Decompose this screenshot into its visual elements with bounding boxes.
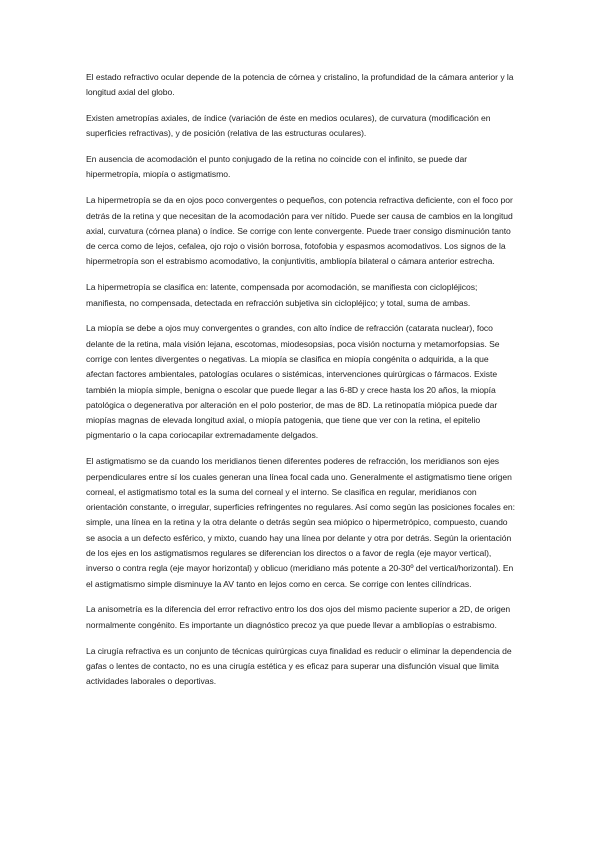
paragraph-hyperopia-classification: La hipermetropía se clasifica en: latente, compensada por acomodación, se manifiesta con ciclopléjicos; manifiesta, no compensada, detectada en refracción subjetiva sin ciclopléjico; y total, suma de ambas. — [86, 282, 478, 308]
paragraph-anisometropia: La anisometría es la diferencia del error refractivo entro los dos ojos del mismo paciente superior a 2D, de origen normalmente congénito. Es importante un diagnóstico precoz ya que puede llevar a ambliopías o estrabismo. — [86, 604, 511, 630]
paragraph-hyperopia: La hipermetropía se da en ojos poco convergentes o pequeños, con potencia refractiva deficiente, con el foco por detrás de la retina y que necesitan de la acomodación para ver nítido. Puede ser causa de cambios en la longitud axial, curvatura (córnea plana) o índice. Se corrige con lente convergente. Puede traer consigo disminución tanto de cerca como de lejos, cefalea, ojo rojo o visión borrosa, fotofobia y espasmos acomodativos. Los signos de la hipermetropía son el estrabismo acomodativo, la conjuntivitis, ambliopía bilateral o cámara anterior estrecha. — [86, 195, 513, 267]
document-body — [86, 70, 516, 700]
paragraph-myopia: La miopía se debe a ojos muy convergentes o grandes, con alto índice de refracción (catarata nuclear), foco delante de la retina, mala visión lejana, escotomas, miodesopsias, poca visión nocturna y metamorfopsias. Se corrige con lentes divergentes o negativas. La miopía se clasifica en miopía congénita o adquirida, a la que afectan factores ambientales, patologías oculares o sistémicas, intervenciones quirúrgicas o fármacos. Existe también la miopía simple, benigna o escolar que puede llegar a las 6-8D y crece hasta los 20 años, la miopía patológica o degenerativa por alteración en el polo posterior, de mas de 8D. La retinopatía miópica puede dar miopías magnas de elevada longitud axial, o miopía patogenia, que tiene que ver con la retina, el epitelio pigmentario o la capa coriocapilar extremadamente delgados. — [86, 323, 500, 441]
paragraph-refractive-state: El estado refractivo ocular depende de la potencia de córnea y cristalino, la profundidad de la cámara anterior y la longitud axial del globo. — [86, 72, 514, 98]
paragraph-refractive-surgery: La cirugía refractiva es un conjunto de técnicas quirúrgicas cuya finalidad es reducir o eliminar la dependencia de gafas o lentes de contacto, no es una cirugía estética y es eficaz para superar una disfunción visual que limita actividades laborales o deportivas. — [86, 645, 512, 687]
paragraph-accommodation: En ausencia de acomodación el punto conjugado de la retina no coincide con el infinito, se puede dar hipermetropía, miopía o astigmatismo. — [86, 154, 468, 180]
paragraph-ametropia-types: Existen ametropías axiales, de índice (variación de éste en medios oculares), de curvatura (modificación en superficies refractivas), y de posición (relativa de las estructuras oculares). — [86, 113, 491, 139]
paragraph-astigmatism: El astigmatismo se da cuando los meridianos tienen diferentes poderes de refracción, los meridianos son ejes perpendiculares entre sí los cuales generan una línea focal cada uno. Generalmente el astigmatismo tiene origen corneal, el astigmatismo total es la suma del corneal y el interno. Se clasifica en regular, meridianos con orientación constante, o irregular, superficies refringentes no regulares. Así como según las posiciones focales en: simple, una línea en la retina y la otra delante o detrás según sea miópico o hipermetrópico, compuesto, cuando se asocia a un defecto esférico, y mixto, cuando hay una línea por delante y otra por detrás. Según la orientación de los ejes en los astigmatismos regulares se diferencian los directos o a favor de regla (eje mayor vertical), inverso o contra regla (eje mayor horizontal) y oblicuo (meridiano más potente a 20-30º del vertical/horizontal). En el astigmatismo simple disminuye la AV tanto en lejos como en cerca. Se corrige con lentes cilíndricas. — [86, 456, 515, 589]
